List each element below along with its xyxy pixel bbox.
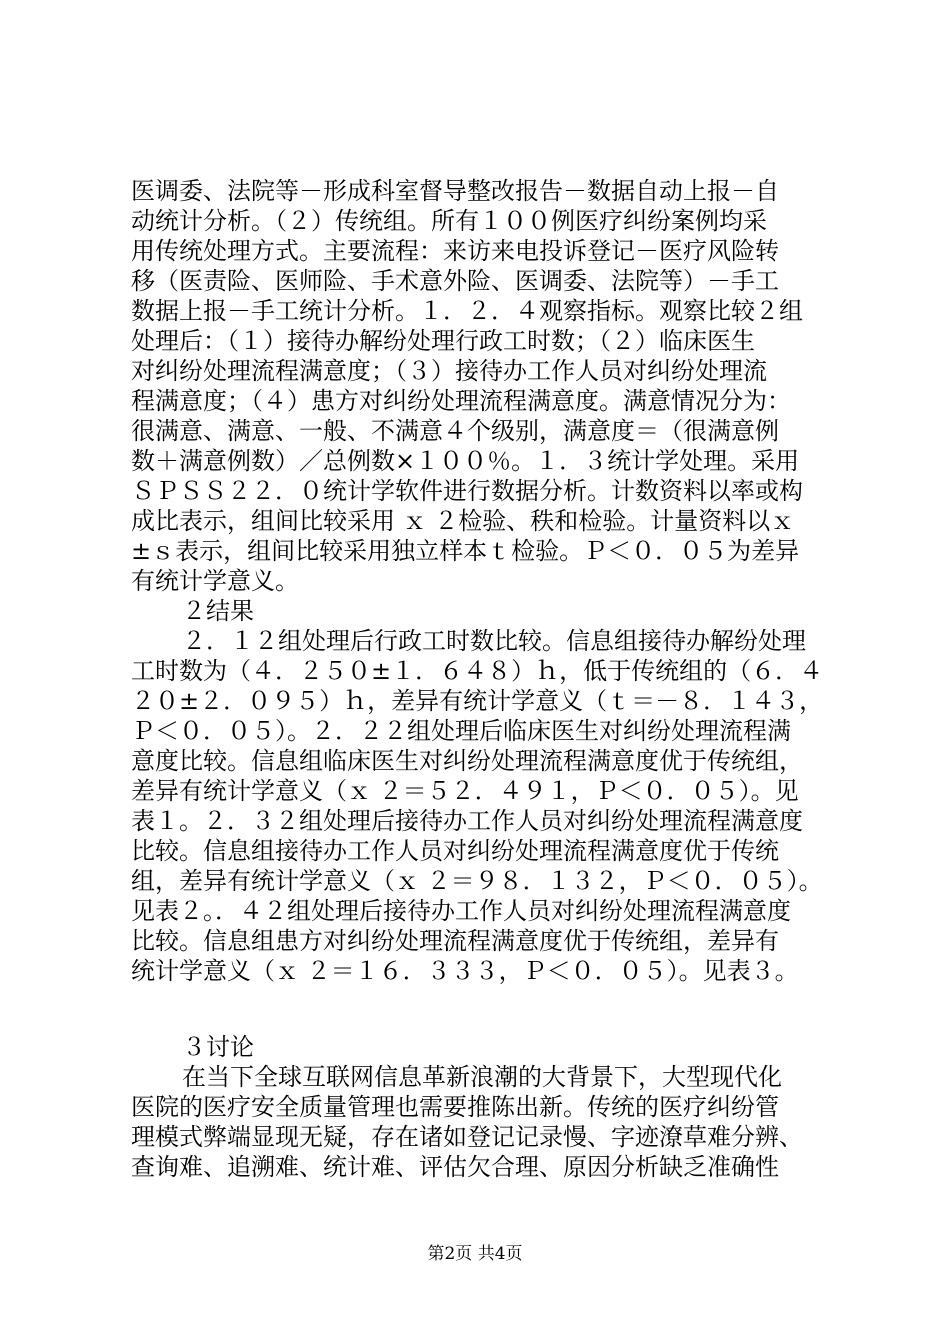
section-heading-discussion: ３讨论 (182, 1033, 254, 1061)
text-line: 数据上报－手工统计分析。１．２．４观察指标。观察比较２组 (131, 297, 803, 325)
text-line: 数＋满意例数）／总例数×１００％。１．３统计学处理。采用 (131, 447, 800, 475)
text-line: 见表２。．４２组处理后接待办工作人员对纠纷处理流程满意度 (131, 897, 791, 925)
text-line: 很满意、满意、一般、不满意４个级别，满意度＝（很满意例 (131, 417, 779, 445)
text-line: ２．１２组处理后行政工时数比较。信息组接待办解纷处理 (182, 627, 806, 655)
text-line: 有统计学意义。 (131, 567, 299, 595)
text-line: 移（医责险、医师险、手术意外险、医调委、法院等）－手工 (131, 267, 779, 295)
text-line: 医院的医疗安全质量管理也需要推陈出新。传统的医疗纠纷管 (131, 1093, 779, 1121)
text-line: ±ｓ表示，组间比较采用独立样本ｔ检验。Ｐ＜０．０５为差异 (131, 537, 800, 565)
text-line: 差异有统计学意义（ｘ ２＝５２．４９１，Ｐ＜０．０５）。见 (131, 777, 799, 805)
text-line: 成比表示，组间比较采用 ｘ ２检验、秩和检验。计量资料以ｘ (131, 507, 795, 535)
text-line: 医调委、法院等－形成科室督导整改报告－数据自动上报－自 (131, 177, 779, 205)
section-heading-results: ２结果 (182, 597, 254, 625)
text-line: 处理后：（１）接待办解纷处理行政工时数；（２）临床医生 (131, 327, 755, 355)
text-line: 理模式弊端显现无疑，存在诸如登记记录慢、字迹潦草难分辨、 (131, 1123, 803, 1151)
page-footer: 第2页 共4页 (427, 1244, 523, 1264)
text-line: 动统计分析。（２）传统组。所有１００例医疗纠纷案例均采 (131, 207, 767, 235)
text-line: 比较。信息组患方对纠纷处理流程满意度优于传统组，差异有 (131, 927, 779, 955)
text-line: 意度比较。信息组临床医生对纠纷处理流程满意度优于传统组， (131, 747, 803, 775)
text-line: ＳＰＳＳ２２．０统计学软件进行数据分析。计数资料以率或构 (131, 477, 803, 505)
text-line: 统计学意义（ｘ ２＝１６．３３３，Ｐ＜０．０５）。见表３。 (131, 957, 799, 985)
text-line: 查询难、追溯难、统计难、评估欠合理、原因分析缺乏准确性 (131, 1153, 779, 1181)
text-line: 组，差异有统计学意义（ｘ ２＝９８．１３２，Ｐ＜０．０５）。 (131, 867, 823, 895)
text-line: 程满意度；（４）患方对纠纷处理流程满意度。满意情况分为： (131, 387, 791, 415)
text-line: ２０±２．０９５）ｈ，差异有统计学意义（ｔ＝－８．１４３， (131, 687, 824, 715)
text-line: 对纠纷处理流程满意度；（３）接待办工作人员对纠纷处理流 (131, 357, 767, 385)
text-line: 比较。信息组接待办工作人员对纠纷处理流程满意度优于传统 (131, 837, 779, 865)
text-line: 工时数为（４．２５０±１．６４８）ｈ，低于传统组的（６．４ (131, 657, 824, 685)
text-line: 表１。２．３２组处理后接待办工作人员对纠纷处理流程满意度 (131, 807, 803, 835)
text-line: 在当下全球互联网信息革新浪潮的大背景下，大型现代化 (182, 1063, 782, 1091)
text-line: 用传统处理方式。主要流程：来访来电投诉登记－医疗风险转 (131, 237, 779, 265)
text-line: Ｐ＜０．０５）。２．２２组处理后临床医生对纠纷处理流程满 (131, 717, 791, 745)
